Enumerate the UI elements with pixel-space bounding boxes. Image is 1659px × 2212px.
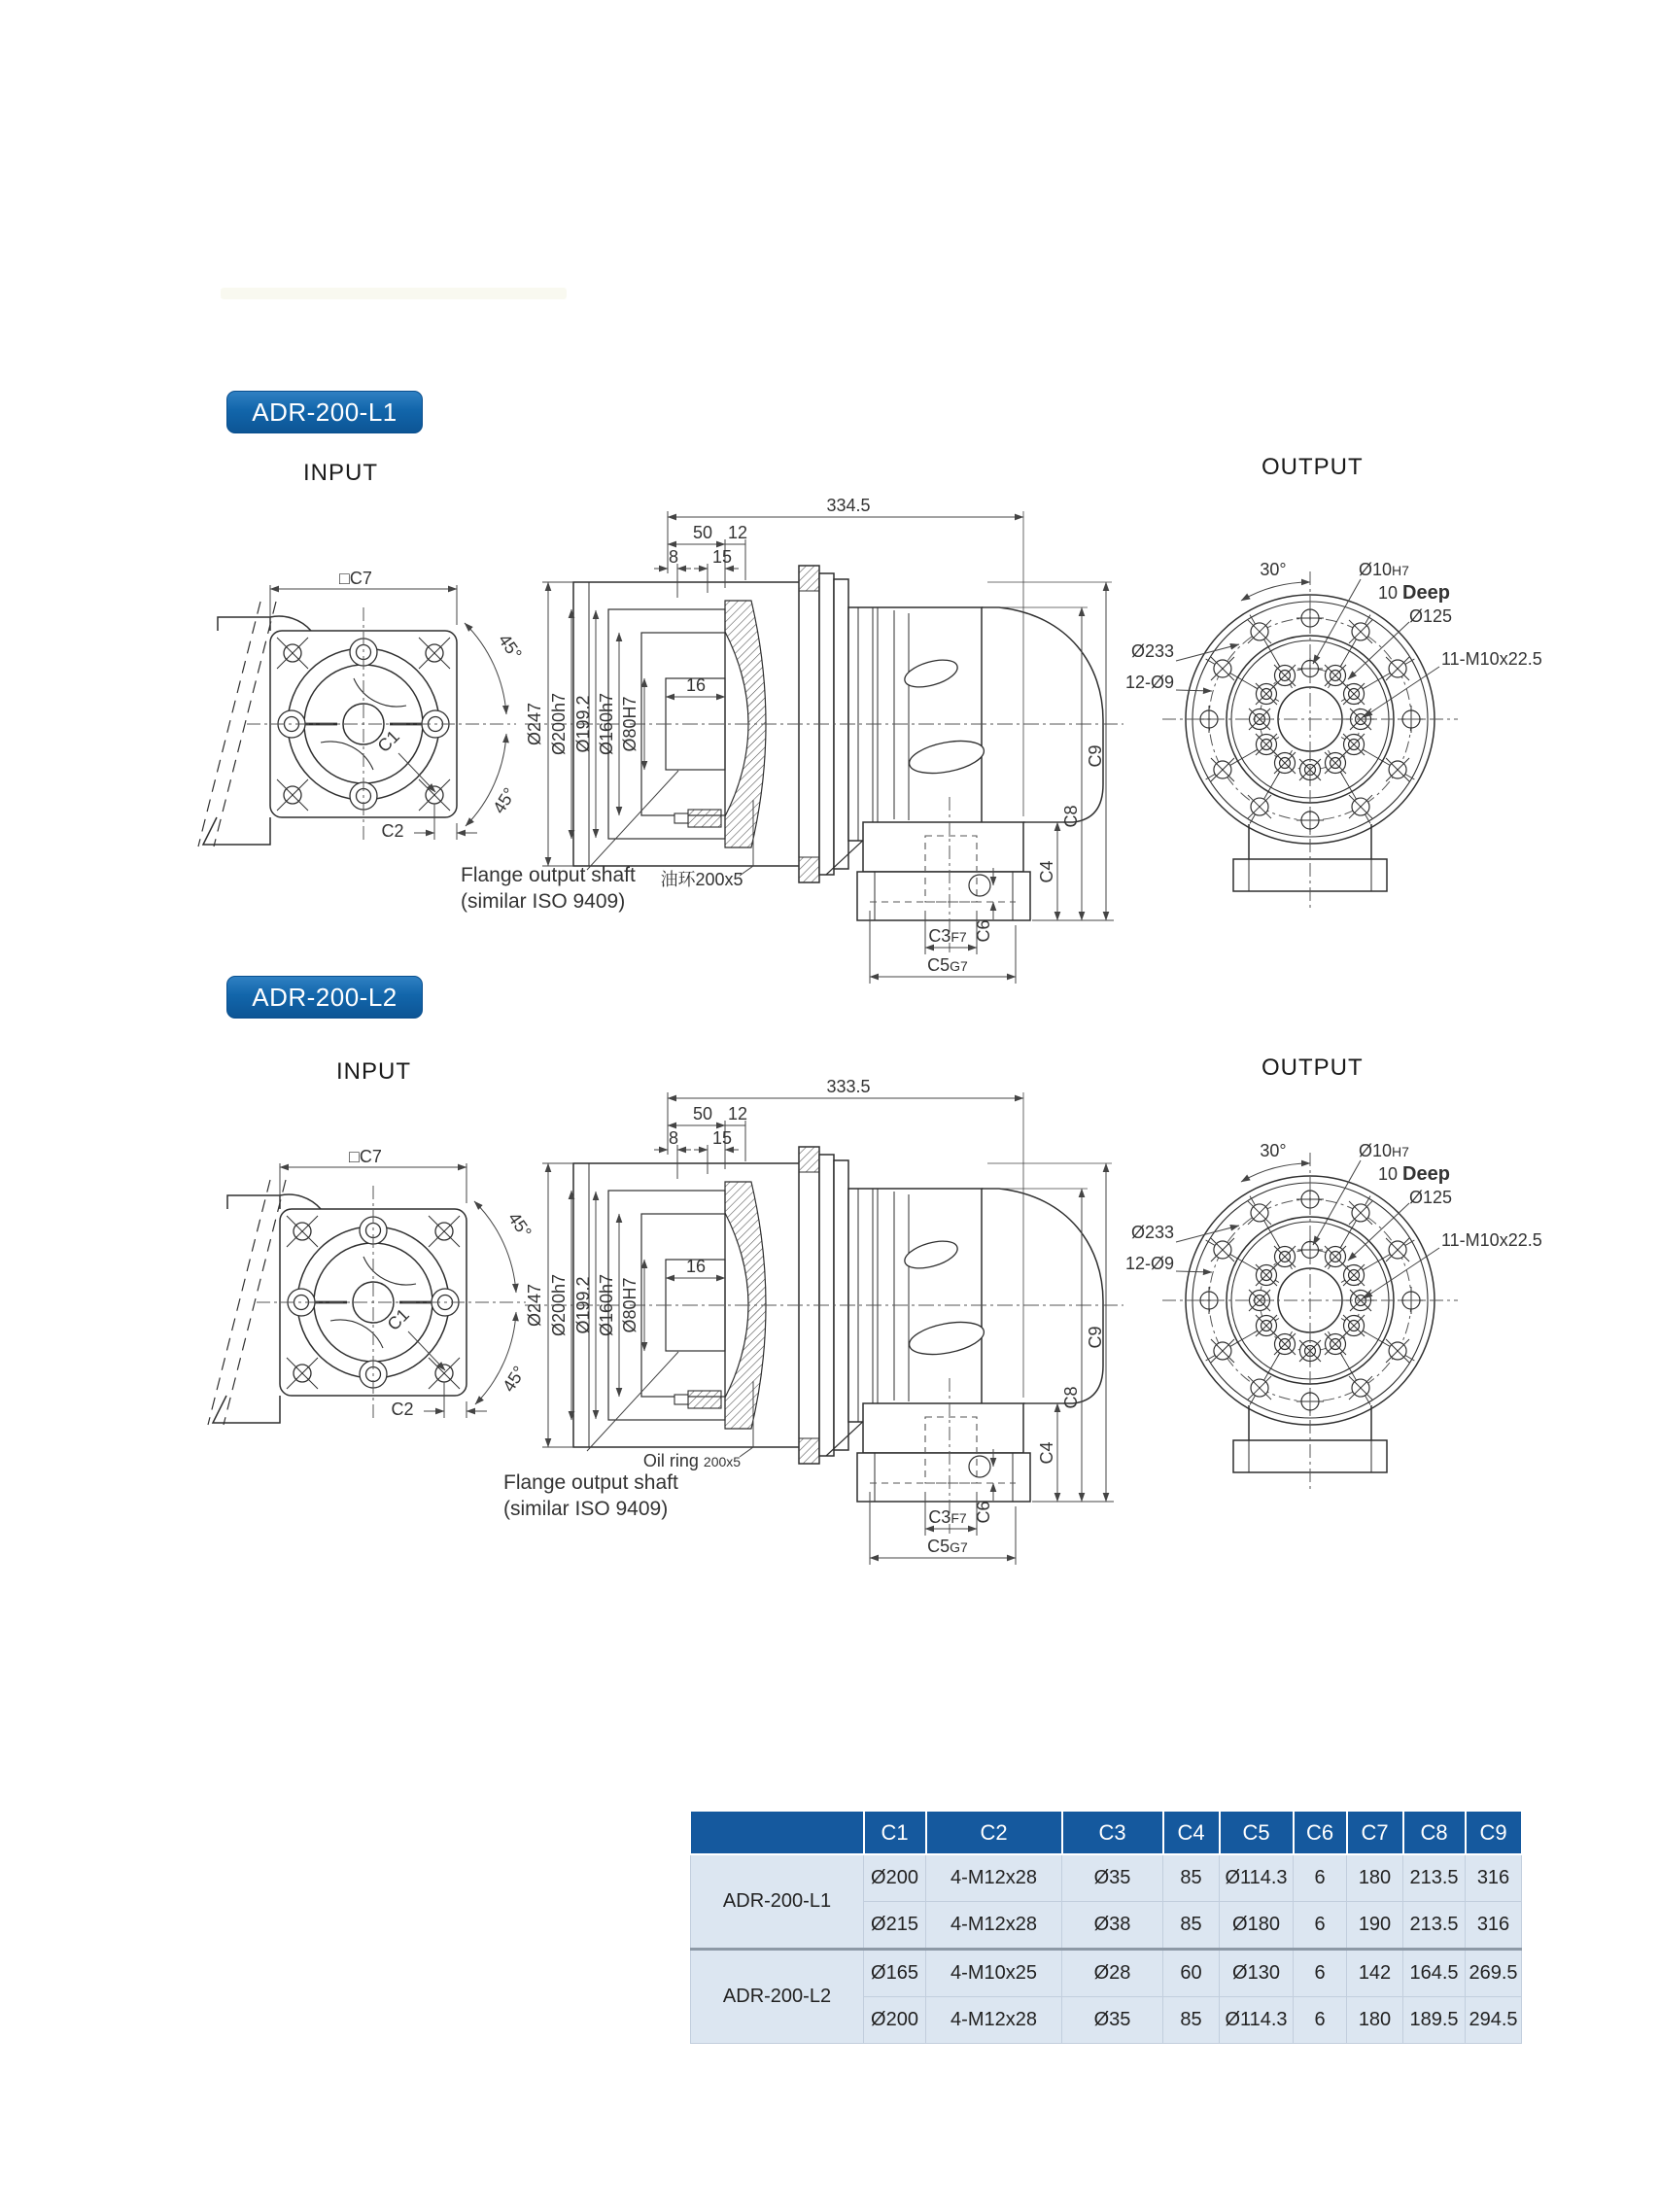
cell: 213.5 [1403,1854,1466,1902]
header-c6: C6 [1294,1811,1347,1854]
cell: 6 [1294,1950,1347,1997]
dim-label: 50 [692,523,713,542]
dim-label: 12 [727,523,748,542]
model-cell-l1: ADR-200-L1 [691,1854,864,1950]
dim-label: 12-Ø9 [1124,1254,1174,1273]
dim-label: 12 [727,1104,748,1123]
dim-label: Ø200h7 [549,1273,569,1337]
dim-label: C3F7 [928,1507,967,1527]
cell: 6 [1294,1854,1347,1902]
table-header-row [691,1811,1522,1854]
cell: Ø200 [864,1854,926,1902]
cell: Ø114.3 [1220,1997,1294,2044]
dim-label: Ø247 [525,702,544,746]
dim-label: C4 [1037,1441,1056,1465]
flange-note-line1: Flange output shaft [503,1471,678,1494]
cell: 4-M12x28 [926,1902,1062,1950]
l2-input-label: INPUT [336,1058,411,1085]
dim-label: C1 [383,1304,413,1334]
header-c7: C7 [1347,1811,1403,1854]
dim-label: 10 Deep [1378,582,1450,604]
header-c9: C9 [1466,1811,1522,1854]
header-c4: C4 [1163,1811,1220,1854]
dim-label: 30° [1260,1141,1287,1160]
dim-label: C8 [1061,805,1081,828]
dim-label: C6 [974,919,993,943]
dim-label: □C7 [339,569,372,588]
dim-label: 30° [1260,560,1287,579]
cell: 6 [1294,1902,1347,1950]
cell: Ø165 [864,1950,926,1997]
dim-label: C6 [974,1501,993,1524]
cell: 294.5 [1466,1997,1522,2044]
spec-table [690,1810,1523,2044]
dim-label: Ø233 [1130,641,1174,661]
cell: Ø114.3 [1220,1854,1294,1902]
model-badge-l1: ADR-200-L1 [226,391,423,433]
cell: 316 [1466,1902,1522,1950]
dim-label: Ø125 [1409,1188,1453,1207]
cell: 213.5 [1403,1902,1466,1950]
cell: 190 [1347,1902,1403,1950]
cell: 60 [1163,1950,1220,1997]
l1-input-view [198,585,516,847]
cell: 142 [1347,1950,1403,1997]
cell: Ø35 [1062,1997,1163,2044]
header-c1: C1 [864,1811,926,1854]
dim-label: 16 [685,1257,707,1276]
dim-label: Ø200h7 [549,692,569,756]
cell: 164.5 [1403,1950,1466,1997]
dim-label: 45° [499,1362,530,1396]
dim-label: 50 [692,1104,713,1123]
dim-label: Ø160h7 [597,692,616,756]
dim-label: 45° [489,783,520,817]
table-row [691,1854,1522,1902]
header-c8: C8 [1403,1811,1466,1854]
cell: 4-M12x28 [926,1854,1062,1902]
dim-label: Ø10H7 [1359,560,1409,579]
cell: 85 [1163,1902,1220,1950]
l2-input-view [208,1163,526,1425]
l2-output-label: OUTPUT [1262,1054,1364,1081]
dim-label: 10 Deep [1378,1163,1450,1185]
flange-note-line2: (similar ISO 9409) [503,1498,669,1520]
dim-label: 8 [668,1128,679,1148]
dim-label: C9 [1086,1326,1105,1349]
cell: 85 [1163,1854,1220,1902]
dim-label: Ø199.2 [573,695,593,753]
cell: 180 [1347,1854,1403,1902]
dim-label: C2 [391,1400,414,1419]
flange-note-line2: (similar ISO 9409) [461,890,626,913]
cell: Ø35 [1062,1854,1163,1902]
cell: 189.5 [1403,1997,1466,2044]
dim-label: Ø199.2 [573,1276,593,1334]
dim-label: C1 [373,726,403,756]
dim-label: 12-Ø9 [1124,673,1174,692]
dim-label: Ø125 [1409,606,1453,626]
dim-label: 15 [711,547,733,567]
table-row [691,1950,1522,1997]
model-badge-l2: ADR-200-L2 [226,976,423,1019]
dim-label: 333.5 [826,1077,871,1096]
cell: 316 [1466,1854,1522,1902]
dim-label: 334.5 [826,496,871,515]
dim-label: Ø233 [1130,1223,1174,1242]
dim-label: Ø10H7 [1359,1141,1409,1160]
cell: 4-M12x28 [926,1997,1062,2044]
cell: Ø28 [1062,1950,1163,1997]
l1-drawings [198,496,1542,984]
dim-label: 11-M10x22.5 [1441,649,1542,669]
l2-drawings [208,1077,1542,1565]
dim-label: 15 [711,1128,733,1148]
cell: Ø215 [864,1902,926,1950]
l1-output-label: OUTPUT [1262,454,1364,480]
dim-label: C3F7 [928,926,967,946]
dim-label: C5G7 [927,1537,968,1556]
dim-label: Ø80H7 [620,696,639,752]
cell: 269.5 [1466,1950,1522,1997]
dim-label: 11-M10x22.5 [1441,1230,1542,1250]
cell: 6 [1294,1997,1347,2044]
header-c2: C2 [926,1811,1062,1854]
cell: Ø180 [1220,1902,1294,1950]
header-c5: C5 [1220,1811,1294,1854]
header-c3: C3 [1062,1811,1163,1854]
oil-ring-label: 油环200x5 [660,870,743,889]
dim-label: 45° [503,1208,536,1242]
dim-label: C5G7 [927,955,968,975]
dim-label: Ø160h7 [597,1273,616,1337]
cell: 85 [1163,1997,1220,2044]
model-cell-l2: ADR-200-L2 [691,1950,864,2044]
dim-label: 16 [685,675,707,695]
header-blank [691,1811,864,1854]
dim-label: C4 [1037,860,1056,883]
dim-label: □C7 [349,1147,382,1166]
cell: Ø200 [864,1997,926,2044]
flange-note-line1: Flange output shaft [461,864,636,886]
dim-label: Ø247 [525,1283,544,1328]
dim-label: 45° [494,630,526,664]
dim-label: 8 [668,547,679,567]
l1-input-label: INPUT [303,460,378,486]
cell: Ø38 [1062,1902,1163,1950]
dim-label: C2 [381,821,404,841]
cell: Ø130 [1220,1950,1294,1997]
dim-label: C8 [1061,1386,1081,1409]
oil-ring-label: Oil ring 200x5 [642,1451,742,1470]
dim-label: Ø80H7 [620,1277,639,1333]
cell: 4-M10x25 [926,1950,1062,1997]
dim-label: C9 [1086,744,1105,768]
cell: 180 [1347,1997,1403,2044]
